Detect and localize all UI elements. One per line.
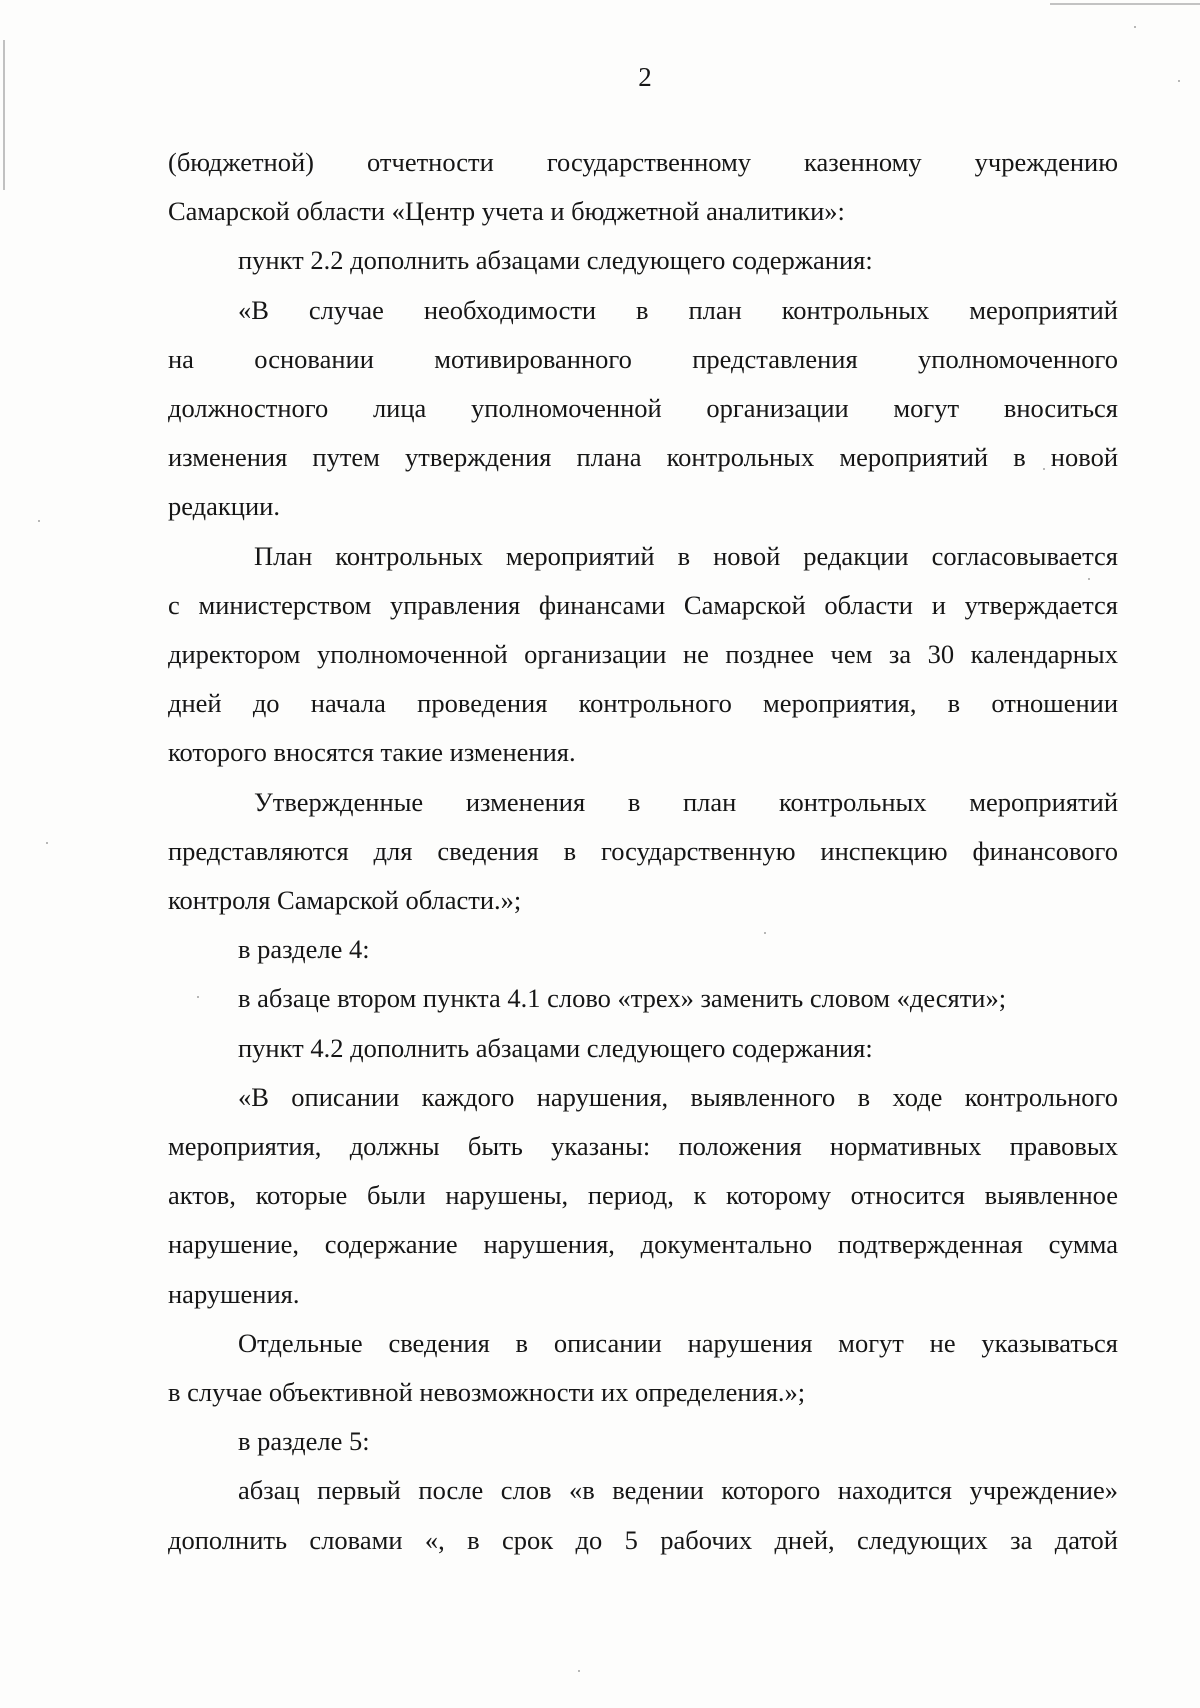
text-line: контроля Самарской области.»;	[168, 885, 522, 916]
text-line: актов, которые были нарушены, период, к которому относится выявленное	[168, 1180, 1118, 1211]
text-line: редакции.	[168, 491, 280, 522]
scan-speck	[46, 842, 48, 844]
text-line: нарушения.	[168, 1278, 300, 1309]
text-line: на основании мотивированного представления уполномоченного	[168, 343, 1118, 374]
text-line: пункт 2.2 дополнить абзацами следующего содержания:	[238, 245, 873, 276]
scan-speck	[578, 1670, 580, 1672]
text-line: должностного лица уполномоченной организации могут вноситься	[168, 393, 1118, 424]
text-line: с министерством управления финансами Самарской области и утверждается	[168, 589, 1118, 620]
text-line: нарушение, содержание нарушения, документально подтвержденная сумма	[168, 1229, 1118, 1260]
text-line: абзац первый после слов «в ведении которого находится учреждение»	[238, 1475, 1118, 1506]
text-line: в случае объективной невозможности их определения.»;	[168, 1377, 806, 1408]
text-line: в абзаце втором пункта 4.1 слово «трех» заменить словом «десяти»;	[238, 983, 1007, 1014]
document-body	[168, 138, 1118, 1565]
text-line: в разделе 5:	[238, 1426, 370, 1457]
text-line: пункт 4.2 дополнить абзацами следующего содержания:	[238, 1032, 873, 1063]
text-line: Утвержденные изменения в план контрольных мероприятий	[254, 786, 1118, 817]
text-line: Отдельные сведения в описании нарушения могут не указываться	[238, 1327, 1118, 1358]
text-line: изменения путем утверждения плана контрольных мероприятий в новой	[168, 442, 1118, 473]
text-line: представляются для сведения в государственную инспекцию финансового	[168, 835, 1118, 866]
text-line: которого вносятся такие изменения.	[168, 737, 576, 768]
scan-speck	[38, 520, 40, 522]
text-line: дополнить словами «, в срок до 5 рабочих дней, следующих за датой	[168, 1524, 1118, 1555]
text-line: дней до начала проведения контрольного мероприятия, в отношении	[168, 688, 1118, 719]
page-number: 2	[638, 62, 652, 92]
scan-edge-artifact-top	[1050, 3, 1200, 5]
text-line: мероприятия, должны быть указаны: положения нормативных правовых	[168, 1131, 1118, 1162]
text-line: директором уполномоченной организации не позднее чем за 30 календарных	[168, 639, 1118, 670]
text-line: «В случае необходимости в план контрольных мероприятий	[238, 294, 1118, 325]
text-line: (бюджетной) отчетности государственному казенному учреждению	[168, 147, 1118, 177]
scan-speck	[1134, 26, 1136, 28]
text-line: «В описании каждого нарушения, выявленного в ходе контрольного	[238, 1081, 1118, 1112]
text-line: в разделе 4:	[238, 934, 370, 965]
text-line: План контрольных мероприятий в новой редакции согласовывается	[254, 540, 1118, 571]
text-line: Самарской области «Центр учета и бюджетной аналитики»:	[168, 196, 845, 227]
